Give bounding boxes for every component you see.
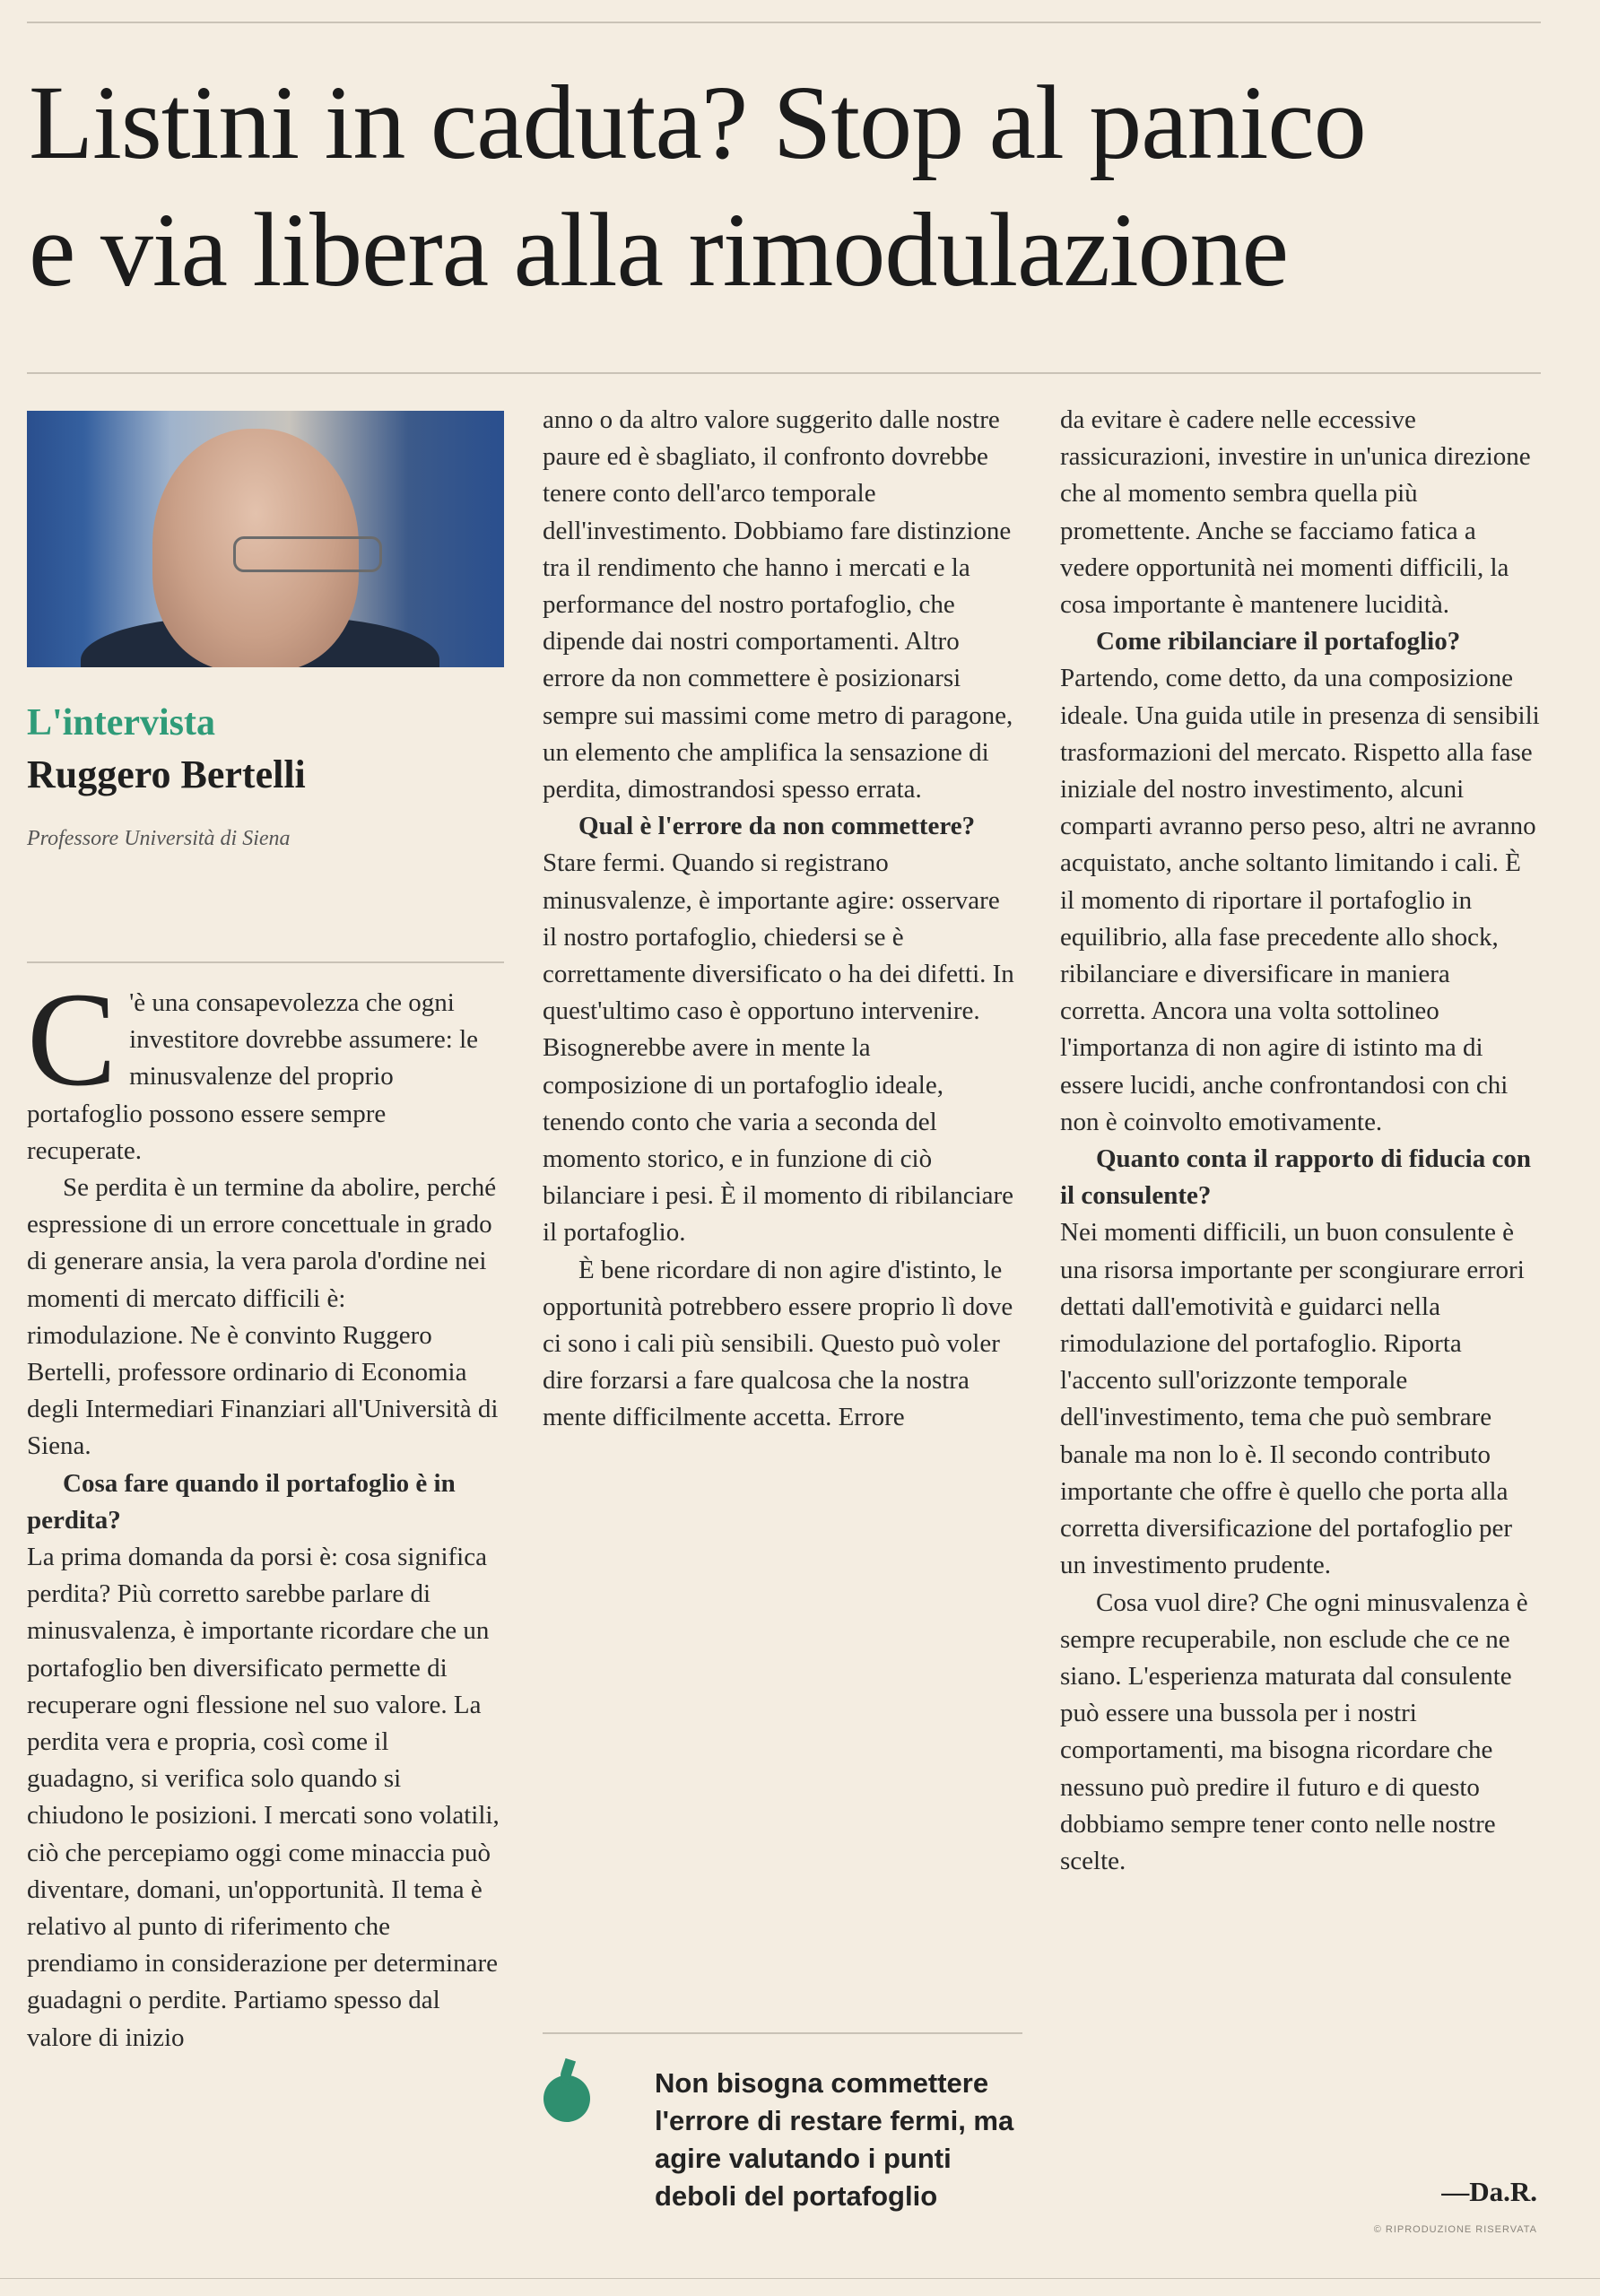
paragraph: Stare fermi. Quando si registrano minusvalenze, è importante agire: osservare il nostro portafoglio, chiedersi se è correttamente diversificato o ha dei difetti. In quest'ultimo caso è opportuno intervenire. Bisognerebbe avere in mente la composizione di un portafoglio ideale, tenendo conto che varia a seconda del momento storico, e in funzione di ciò bilanciare i pesi. È il momento di ribilanciare il portafoglio. [543,848,1014,1248]
paragraph: da evitare è cadere nelle eccessive rassicurazioni, investire in un'unica direzione che al momento sembra quella più promettente. Anche se facciamo fatica a vedere opportunità nei momenti difficili, la cosa importante è mantenere lucidità. [1060,405,1531,620]
interview-question: Cosa fare quando il portafoglio è in perdita? [27,1468,456,1535]
lead-paragraph [27,965,502,1170]
interviewee-photo [27,411,504,667]
paragraph: Partendo, come detto, da una composizione ideale. Una guida utile in presenza di sensibili trasformazioni del mercato. Rispetto alla fase iniziale del nostro investimento, alcuni comparti avranno perso peso, altri ne avranno acquistato, anche soltanto limitando i cali. È il momento di riportare il portafoglio in equilibrio, alla fase precedente allo shock, ribilanciare e diversificare in maniera corretta. Ancora una volta sottolineo l'importanza di non agire di istinto ma di essere lucidi, anche confrontandosi con chi non è coinvolto emotivamente. [1060,664,1540,1136]
pull-quote: Non bisogna commettere l'errore di restare fermi, ma agire valutando i punti deboli del portafoglio [655,2067,1014,2212]
headline-rule [27,372,1541,374]
interviewee-role: Professore Università di Siena [27,827,291,850]
paragraph: Cosa vuol dire? Che ogni minusvalenza è sempre recuperabile, non esclude che ce ne siano. L'esperienza maturata dal consulente può essere una bussola per i nostri comportamenti, ma bisogna ricordare che nessuno può predire il futuro e di questo dobbiamo sempre tener conto nelle nostre scelte. [1060,1587,1528,1875]
interview-question: Quanto conta il rapporto di fiducia con il consulente? [1060,1144,1531,1211]
article-column-3 [1060,402,1540,1880]
paragraph: Se perdita è un termine da abolire, perché espressione di un errore concettuale in grado di generare ansia, la vera parola d'ordine nei momenti di mercato difficili è: rimodulazione. Ne è convinto Ruggero Bertelli, professore ordinario di Economia degli Intermediari Finanziari all'Università di Siena. [27,1173,499,1461]
photo-glasses [233,536,382,572]
interview-question: Qual è l'errore da non commettere? [578,812,976,841]
section-label: L'intervista [27,702,215,744]
headline-line-1: Listini in caduta? Stop al panico [29,64,1366,181]
sidebar-rule [27,961,504,963]
headline [29,59,1553,314]
photo-head [152,429,359,667]
author-signature: —Da.R. [1441,2176,1537,2207]
interview-question: Come ribilanciare il portafoglio? [1096,627,1461,657]
pullquote-rule [543,2032,1022,2034]
article-column-1 [27,965,502,2057]
interviewee-name: Ruggero Bertelli [27,752,306,796]
quote-mark-icon [543,2075,590,2122]
article-column-2 [543,402,1018,1437]
copyright-notice: © RIPRODUZIONE RISERVATA [1373,2224,1537,2235]
paragraph: Nei momenti difficili, un buon consulente è una risorsa importante per scongiurare errori dettati dall'emotività e guidarci nella rimodulazione del portafoglio. Riporta l'accento sull'orizzonte temporale dell'investimento, tema che può sembrare banale ma non lo è. Il secondo contributo importante che offre è quello che porta alla corretta diversificazione del portafoglio per un investimento prudente. [1060,1218,1525,1580]
paragraph: È bene ricordare di non agire d'istinto, le opportunità potrebbero essere proprio lì dove ci sono i cali più sensibili. Questo può voler dire forzarsi a fare qualcosa che la nostra mente difficilmente accetta. Errore [543,1255,1013,1432]
bottom-rule [0,2278,1600,2279]
drop-cap: C [27,965,117,1114]
paragraph: La prima domanda da porsi è: cosa significa perdita? Più corretto sarebbe parlare di minusvalenza, è importante ricordare che un portafoglio ben diversificato permette di recuperare ogni flessione nel suo valore. La perdita vera e propria, così come il guadagno, si verifica solo quando si chiudono le posizioni. I mercati sono volatili, ciò che percepiamo oggi come minaccia può diventare, domani, un'opportunità. Il tema è relativo al punto di riferimento che prendiamo in considerazione per determinare guadagni o perdite. Partiamo spesso dal valore di inizio [27,1543,500,2052]
top-rule [27,22,1541,23]
lead-text: 'è una consapevolezza che ogni investitore dovrebbe assumere: le minusvalenze del proprio portafoglio possono essere sempre recuperate. [27,988,479,1165]
headline-line-2: e via libera alla rimodulazione [29,191,1289,309]
paragraph: anno o da altro valore suggerito dalle nostre paure ed è sbagliato, il confronto dovrebbe tenere conto dell'arco temporale dell'investimento. Dobbiamo fare distinzione tra il rendimento che hanno i mercati e la performance del nostro portafoglio, che dipende dai nostri comportamenti. Altro errore da non commettere è posizionarsi sempre sui massimi come metro di paragone, un elemento che amplifica la sensazione di perdita, dimostrandosi spesso errata. [543,405,1013,804]
